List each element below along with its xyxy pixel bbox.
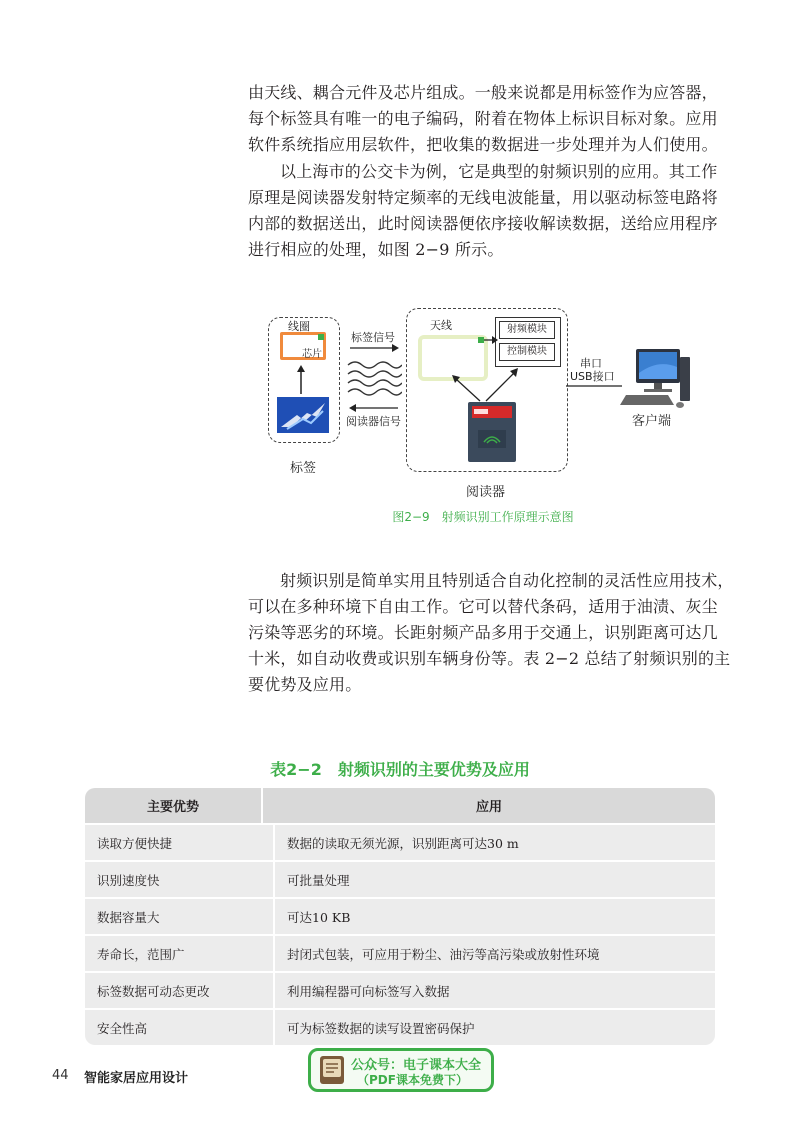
- text-line: 要优势及应用。: [248, 675, 362, 694]
- advantage-cell: 识别速度快: [85, 862, 273, 897]
- text-line: 可以在多种环境下自由工作。它可以替代条码，适用于油渍、灰尘: [248, 597, 718, 616]
- chip-label: 芯片: [302, 349, 322, 360]
- reader-signal-label: 阅读器信号: [346, 415, 401, 428]
- table-row: [85, 860, 715, 897]
- header-cell-advantage: 主要优势: [85, 788, 261, 823]
- usb-label: USB接口: [570, 370, 615, 383]
- serial-label: 串口: [580, 357, 602, 370]
- application-cell: 封闭式包装，可应用于粉尘、油污等高污染或放射性环境: [273, 936, 715, 971]
- paragraph-bus-card: [248, 159, 718, 263]
- computer-icon: [618, 347, 690, 409]
- table-row: [85, 823, 715, 860]
- client-label: 客户端: [632, 414, 672, 429]
- table-row: [85, 897, 715, 934]
- tag-signal-arrow: [348, 343, 400, 353]
- text-line: 污染等恶劣的环境。长距射频产品多用于交通上，识别距离可达几: [248, 623, 718, 642]
- table-header-row: [85, 788, 715, 823]
- text-line: 射频识别是简单实用且特别适合自动化控制的灵活性应用技术，: [280, 571, 734, 590]
- text-line: 十米，如自动收费或识别车辆身份等。表 2−2 总结了射频识别的主: [248, 649, 731, 668]
- promo-banner[interactable]: [308, 1048, 494, 1092]
- text-line: 原理是阅读器发射特定频率的无线电波能量，用以驱动标签电路将: [248, 188, 718, 207]
- rfid-principle-figure: [260, 305, 700, 505]
- banner-line2: （PDF课本免费下）: [357, 1073, 468, 1087]
- tag-signal-label: 标签信号: [351, 331, 395, 344]
- page-number: 44: [52, 1068, 69, 1083]
- rfid-card-image: [277, 397, 329, 433]
- application-cell: 可批量处理: [273, 862, 715, 897]
- table-row: [85, 934, 715, 971]
- advantage-cell: 安全性高: [85, 1010, 273, 1045]
- text-line: 软件系统指应用层软件，把收集的数据进一步处理并为人们使用。: [248, 135, 718, 154]
- coil-label: 线圈: [288, 320, 310, 333]
- table-row: [85, 1008, 715, 1045]
- header-cell-application: 应用: [261, 788, 715, 823]
- control-module-box: 控制模块: [499, 343, 555, 361]
- table-row: [85, 971, 715, 1008]
- antenna-label: 天线: [430, 319, 452, 332]
- usb-link-line: [566, 381, 622, 391]
- wireless-waves: [346, 357, 402, 399]
- tag-up-arrow: [295, 365, 307, 395]
- book-icon: [319, 1055, 345, 1085]
- text-line: 内部的数据送出，此时阅读器便依序接收解读数据，送给应用程序: [248, 214, 718, 233]
- text-line: 以上海市的公交卡为例，它是典型的射频识别的应用。其工作: [280, 162, 718, 181]
- reader-label: 阅读器: [466, 485, 506, 500]
- paragraph-intro: [248, 80, 718, 158]
- application-cell: 可达10 KB: [273, 899, 715, 934]
- reader-signal-arrow: [348, 403, 400, 413]
- advantage-cell: 读取方便快捷: [85, 825, 273, 860]
- book-title: 智能家居应用设计: [84, 1071, 189, 1086]
- paragraph-advantages: [248, 568, 734, 698]
- application-cell: 可为标签数据的读写设置密码保护: [273, 1010, 715, 1045]
- table-title: 表2−2 射频识别的主要优势及应用: [270, 760, 530, 779]
- rf-module-box: 射频模块: [499, 321, 555, 339]
- application-cell: 数据的读取无须光源，识别距离可达30 m: [273, 825, 715, 860]
- reader-arrows: [450, 365, 530, 403]
- advantages-table: [85, 788, 715, 1045]
- application-cell: 利用编程器可向标签写入数据: [273, 973, 715, 1008]
- reader-device-image: [468, 402, 516, 462]
- advantage-cell: 寿命长，范围广: [85, 936, 273, 971]
- text-line: 由天线、耦合元件及芯片组成。一般来说都是用标签作为应答器，: [248, 83, 718, 102]
- tag-label: 标签: [290, 461, 317, 476]
- chip-shape: [318, 334, 324, 340]
- banner-line1: 公众号：电子课本大全: [351, 1058, 482, 1073]
- advantage-cell: 数据容量大: [85, 899, 273, 934]
- antenna-module-link: [484, 335, 498, 345]
- text-line: 进行相应的处理，如图 2−9 所示。: [248, 240, 504, 259]
- figure-caption: 图2−9 射频识别工作原理示意图: [392, 510, 574, 524]
- text-line: 每个标签具有唯一的电子编码，附着在物体上标识目标对象。应用: [248, 109, 718, 128]
- advantage-cell: 标签数据可动态更改: [85, 973, 273, 1008]
